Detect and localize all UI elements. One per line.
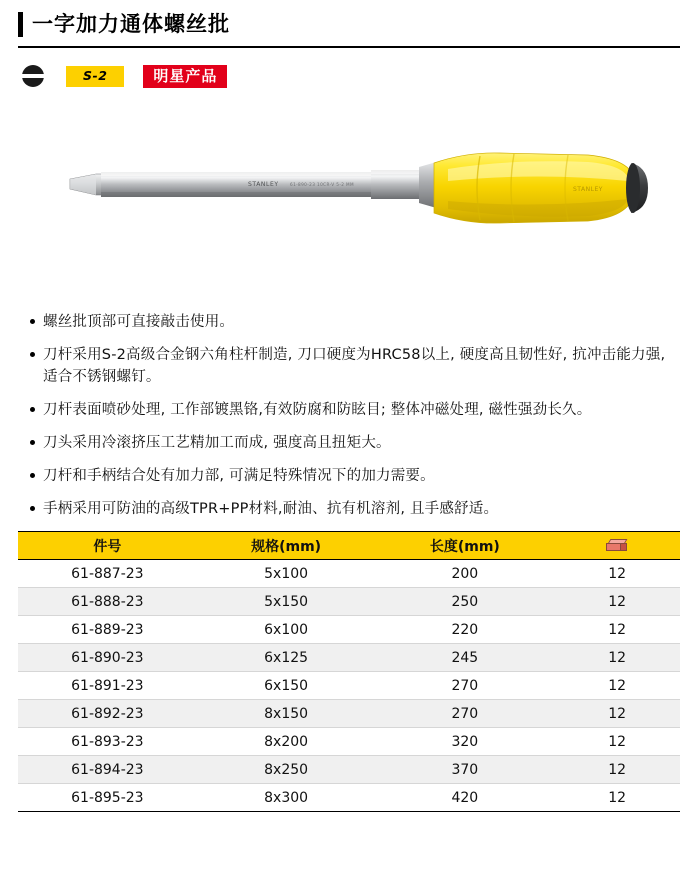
cell-packaging: 12 xyxy=(554,560,680,588)
table-row xyxy=(18,616,680,644)
cell-part-number: 61-894-23 xyxy=(18,756,197,784)
cell-part-number: 61-888-23 xyxy=(18,588,197,616)
table-row xyxy=(18,784,680,812)
cell-size: 6x150 xyxy=(197,672,376,700)
cell-length: 250 xyxy=(375,588,554,616)
table-row xyxy=(18,588,680,616)
cell-size: 8x200 xyxy=(197,728,376,756)
cell-size: 6x125 xyxy=(197,644,376,672)
cell-packaging: 12 xyxy=(554,784,680,812)
bullet-dot xyxy=(30,352,35,357)
cell-part-number: 61-887-23 xyxy=(18,560,197,588)
cell-length: 270 xyxy=(375,672,554,700)
bullet-dot xyxy=(30,319,35,324)
cell-packaging: 12 xyxy=(554,616,680,644)
cell-packaging: 12 xyxy=(554,644,680,672)
cell-packaging: 12 xyxy=(554,700,680,728)
title-divider xyxy=(18,46,680,48)
cell-size: 5x150 xyxy=(197,588,376,616)
cell-size: 8x300 xyxy=(197,784,376,812)
product-image-area xyxy=(18,99,680,307)
feature-text: 刀杆采用S-2高级合金钢六角柱杆制造, 刀口硬度为HRC58以上, 硬度高且韧性好, 抗冲击能力强,适合不锈钢螺钉。 xyxy=(43,347,666,385)
spec-table-body xyxy=(18,560,680,812)
table-header-row xyxy=(18,532,680,560)
carton-box-icon xyxy=(606,539,628,552)
cell-length: 200 xyxy=(375,560,554,588)
bullet-dot xyxy=(30,407,35,412)
spec-table xyxy=(18,531,680,812)
table-row xyxy=(18,756,680,784)
cell-size: 8x250 xyxy=(197,756,376,784)
cell-length: 420 xyxy=(375,784,554,812)
table-row xyxy=(18,644,680,672)
flat-head-slot-icon xyxy=(18,65,52,87)
column-header-part-number: 件号 xyxy=(18,532,197,560)
material-badge: S-2 xyxy=(66,66,124,87)
feature-text: 刀杆和手柄结合处有加力部, 可满足特殊情况下的加力需要。 xyxy=(43,468,435,484)
table-row xyxy=(18,700,680,728)
cell-size: 8x150 xyxy=(197,700,376,728)
cell-packaging: 12 xyxy=(554,588,680,616)
cell-part-number: 61-891-23 xyxy=(18,672,197,700)
title-accent-bar xyxy=(18,12,23,37)
feature-text: 刀杆表面喷砂处理, 工作部镀黑铬,有效防腐和防眩目; 整体冲磁处理, 磁性强劲长久。 xyxy=(43,402,592,418)
page-title-row xyxy=(18,12,680,37)
cell-part-number: 61-890-23 xyxy=(18,644,197,672)
column-header-packaging xyxy=(554,532,680,560)
page-title: 一字加力通体螺丝批 xyxy=(32,12,230,36)
bullet-dot xyxy=(30,506,35,511)
feature-list xyxy=(18,311,680,520)
svg-text:61-890-23 10CR-V 5-2 MM: 61-890-23 10CR-V 5-2 MM xyxy=(290,182,355,187)
table-row xyxy=(18,672,680,700)
list-item xyxy=(30,432,670,454)
cell-packaging: 12 xyxy=(554,672,680,700)
column-header-length: 长度(mm) xyxy=(375,532,554,560)
cell-part-number: 61-893-23 xyxy=(18,728,197,756)
list-item xyxy=(30,498,670,520)
list-item xyxy=(30,399,670,421)
cell-packaging: 12 xyxy=(554,728,680,756)
cell-length: 370 xyxy=(375,756,554,784)
cell-size: 6x100 xyxy=(197,616,376,644)
list-item xyxy=(30,465,670,487)
cell-length: 270 xyxy=(375,700,554,728)
product-spec-page xyxy=(0,12,698,886)
bullet-dot xyxy=(30,473,35,478)
cell-length: 320 xyxy=(375,728,554,756)
feature-text: 螺丝批顶部可直接敲击使用。 xyxy=(43,314,235,330)
cell-part-number: 61-892-23 xyxy=(18,700,197,728)
cell-length: 220 xyxy=(375,616,554,644)
svg-text:STANLEY: STANLEY xyxy=(573,186,603,193)
column-header-size: 规格(mm) xyxy=(197,532,376,560)
badge-row xyxy=(18,65,680,87)
cell-size: 5x100 xyxy=(197,560,376,588)
star-product-badge: 明星产品 xyxy=(143,65,227,88)
table-row xyxy=(18,560,680,588)
cell-length: 245 xyxy=(375,644,554,672)
list-item xyxy=(30,311,670,333)
bullet-dot xyxy=(30,440,35,445)
screwdriver-illustration xyxy=(68,147,648,252)
spec-table-head xyxy=(18,532,680,560)
cell-part-number: 61-889-23 xyxy=(18,616,197,644)
list-item xyxy=(30,344,670,388)
svg-text:STANLEY: STANLEY xyxy=(248,181,279,188)
feature-text: 手柄采用可防油的高级TPR+PP材料,耐油、抗有机溶剂, 且手感舒适。 xyxy=(43,501,499,517)
cell-part-number: 61-895-23 xyxy=(18,784,197,812)
table-row xyxy=(18,728,680,756)
cell-packaging: 12 xyxy=(554,756,680,784)
feature-text: 刀头采用冷滚挤压工艺精加工而成, 强度高且扭矩大。 xyxy=(43,435,391,451)
